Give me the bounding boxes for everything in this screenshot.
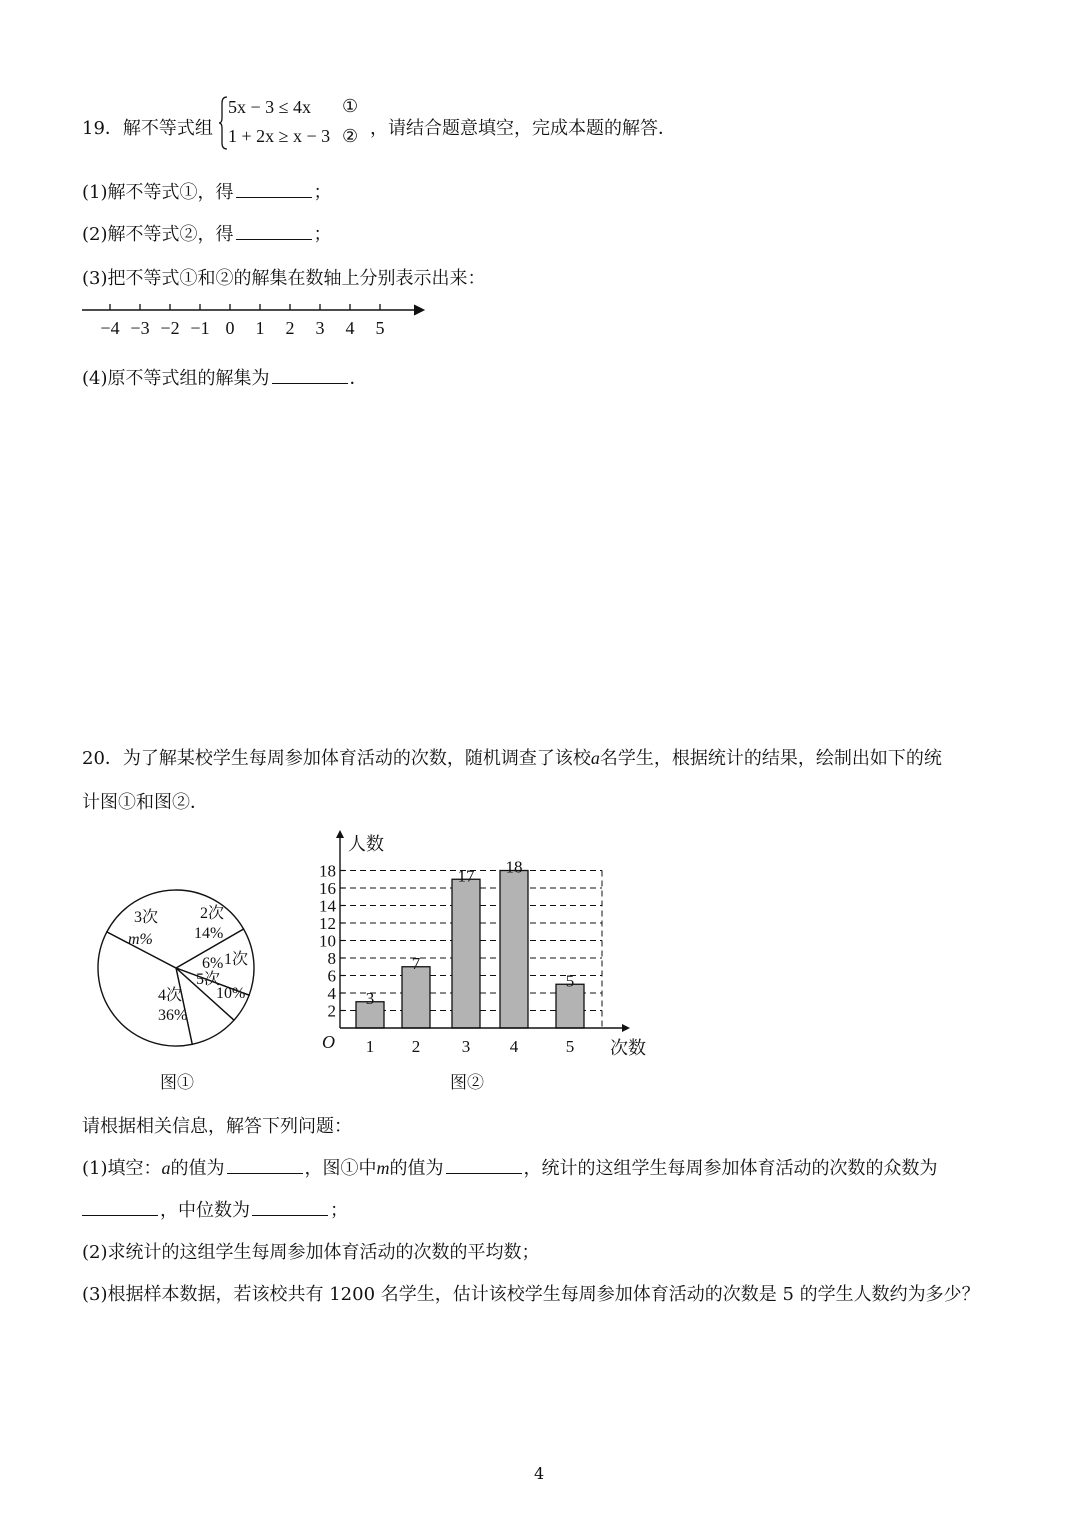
pie-chart xyxy=(90,882,262,1054)
number-line-tick-label: 3 xyxy=(315,318,325,338)
x-tick-label: 4 xyxy=(509,1037,519,1056)
y-tick-label: 18 xyxy=(319,861,336,881)
q19-part2: (2)解不等式②，得 ； xyxy=(82,220,332,246)
inequality-1: 5x − 3 ≤ 4x xyxy=(228,97,312,117)
q20-stem-line2: 计图①和图②． xyxy=(82,792,208,813)
number-line-tick-label: 1 xyxy=(255,318,265,338)
pie-value-3-times: m% xyxy=(128,931,153,948)
answer-blank[interactable] xyxy=(252,1197,328,1216)
q19-part3: (3)把不等式①和②的解集在数轴上分别表示出来： xyxy=(82,268,486,289)
bar-data-label: 5 xyxy=(565,971,575,991)
y-tick-label: 2 xyxy=(327,1001,336,1021)
y-tick-label: 12 xyxy=(319,914,336,933)
x-tick-label: 5 xyxy=(565,1037,575,1056)
q19-stem-tail: ，请结合题意填空，完成本题的解答． xyxy=(370,118,676,139)
x-tick-label: 1 xyxy=(365,1037,375,1056)
y-axis-arrow-icon xyxy=(336,830,344,838)
bar xyxy=(402,967,430,1028)
number-line-tick-label: 2 xyxy=(285,318,295,338)
bar-data-label: 7 xyxy=(411,953,421,973)
q19-stem xyxy=(82,114,213,140)
inequality-2: 1 + 2x ≥ x − 3 xyxy=(228,126,331,146)
y-tick-label: 16 xyxy=(319,879,336,898)
pie-label-5-times: 5次 xyxy=(196,971,221,988)
q20-part1-line2: ，中位数为 ； xyxy=(82,1196,348,1222)
bar xyxy=(452,879,480,1028)
q19-number: 19．解不等式组 xyxy=(82,118,213,139)
mark-2: ② xyxy=(342,126,359,147)
answer-blank[interactable] xyxy=(272,365,348,384)
q19-part4: (4)原不等式组的解集为 ． xyxy=(82,364,368,390)
pie-label-2-times: 2次 xyxy=(200,905,225,922)
bar xyxy=(556,984,584,1028)
var-a: a xyxy=(590,748,600,768)
bar-data-label: 3 xyxy=(365,988,375,1008)
bar-data-label: 17 xyxy=(457,866,475,886)
pie-value-5-times: 10% xyxy=(216,985,246,1002)
number-line xyxy=(78,296,428,344)
pie-label-1-times: 1次 xyxy=(224,951,249,968)
number-line-tick-label: −2 xyxy=(160,318,180,338)
y-tick-label: 10 xyxy=(319,931,336,951)
q20-part1-line1: (1)填空：a的值为 ，图①中m的值为 ，统计的这组学生每周参加体育活动的次数的众数为 xyxy=(82,1154,938,1180)
bar-data-label: 18 xyxy=(505,857,523,877)
y-tick-label: 14 xyxy=(319,896,336,916)
x-axis-arrow-icon xyxy=(622,1024,630,1032)
pie-value-2-times: 14% xyxy=(194,925,224,942)
q19-part1: (1)解不等式①，得 ； xyxy=(82,178,332,204)
number-line-tick-label: −1 xyxy=(190,318,210,338)
arrow-icon xyxy=(414,305,424,315)
y-tick-label: 8 xyxy=(327,949,336,968)
mark-1: ① xyxy=(342,96,359,117)
var-m: m xyxy=(376,1158,390,1178)
y-tick-label: 6 xyxy=(327,966,336,986)
x-tick-label: 3 xyxy=(461,1037,471,1056)
answer-blank[interactable] xyxy=(227,1155,303,1174)
number-line-tick-label: 4 xyxy=(345,318,355,338)
answer-blank[interactable] xyxy=(236,179,312,198)
origin-label: O xyxy=(322,1032,335,1052)
y-tick-label: 4 xyxy=(327,984,336,1003)
bar-chart xyxy=(300,826,660,1066)
x-tick-label: 2 xyxy=(411,1037,421,1056)
fig1-caption: 图① xyxy=(160,1073,194,1093)
q20-part2: (2)求统计的这组学生每周参加体育活动的次数的平均数； xyxy=(82,1242,540,1263)
pie-value-4-times: 36% xyxy=(158,1007,188,1024)
answer-blank[interactable] xyxy=(82,1197,158,1216)
bar xyxy=(500,871,528,1029)
number-line-tick-label: −4 xyxy=(100,318,120,338)
inequality-system xyxy=(218,94,368,154)
x-axis-label: 次数 xyxy=(610,1038,646,1058)
number-line-tick-label: 0 xyxy=(225,318,235,338)
answer-blank[interactable] xyxy=(236,221,312,240)
brace-icon xyxy=(218,96,228,150)
q20-part3: (3)根据样本数据，若该校共有 1200 名学生，估计该校学生每周参加体育活动的次数是 5 的学生人数约为多少？ xyxy=(82,1284,980,1305)
answer-blank[interactable] xyxy=(446,1155,522,1174)
pie-label-3-times: 3次 xyxy=(134,909,159,926)
q20-intro: 请根据相关信息，解答下列问题： xyxy=(82,1116,352,1137)
page-number: 4 xyxy=(534,1464,545,1483)
number-line-tick-label: −3 xyxy=(130,318,150,338)
y-axis-label: 人数 xyxy=(348,834,384,854)
pie-value-1-times: 6% xyxy=(202,955,224,972)
fig2-caption: 图② xyxy=(450,1073,484,1093)
q20-stem-line1: 20．为了解某校学生每周参加体育活动的次数，随机调查了该校a名学生，根据统计的结果，绘制出如下的统 xyxy=(82,748,942,769)
pie-label-4-times: 4次 xyxy=(158,987,183,1004)
number-line-tick-label: 5 xyxy=(375,318,385,338)
